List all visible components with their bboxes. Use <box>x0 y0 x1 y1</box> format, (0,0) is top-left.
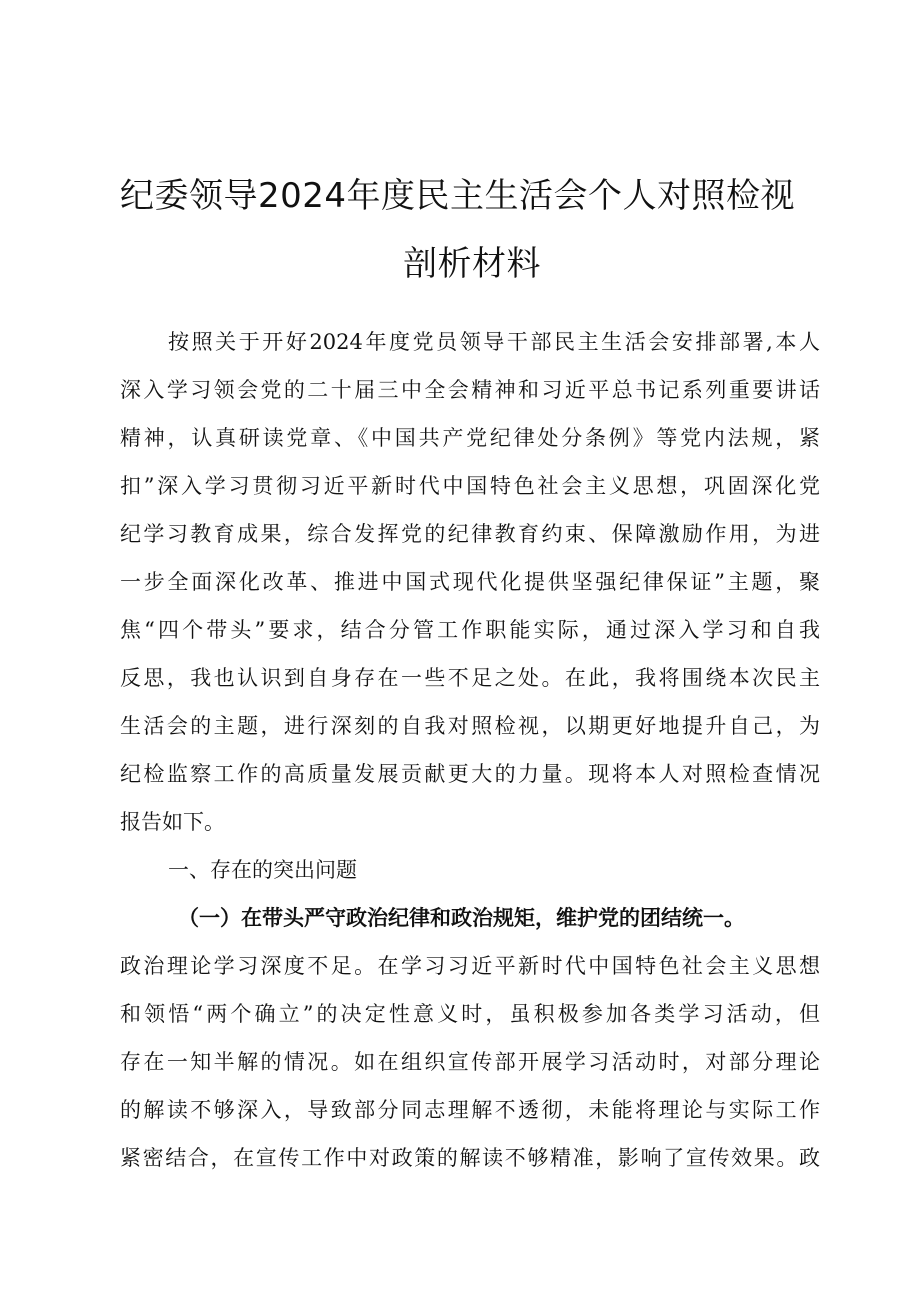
intro-line: 一步全面深化改革、推进中国式现代化提供坚强纪律保证”主题，聚 <box>120 570 820 594</box>
body-line: 紧密结合，在宣传工作中对政策的解读不够精准，影响了宣传效果。政 <box>120 1146 820 1170</box>
body-line: 存在一知半解的情况。如在组织宣传部开展学习活动时，对部分理论 <box>120 1050 820 1074</box>
intro-line: 深入学习领会党的二十届三中全会精神和习近平总书记系列重要讲话 <box>120 378 820 402</box>
intro-line: 精神，认真研读党章、《中国共产党纪律处分条例》等党内法规，紧 <box>120 426 820 450</box>
intro-line: 反思，我也认识到自身存在一些不足之处。在此，我将围绕本次民主 <box>120 666 820 690</box>
body-line: 和领悟“两个确立”的决定性意义时，虽积极参加各类学习活动，但 <box>120 1002 820 1026</box>
intro-line: 扣”深入学习贯彻习近平新时代中国特色社会主义思想，巩固深化党 <box>120 474 820 498</box>
intro-line: 生活会的主题，进行深刻的自我对照检视，以期更好地提升自己，为 <box>120 714 820 738</box>
body-line: 政治理论学习深度不足。在学习习近平新时代中国特色社会主义思想 <box>120 954 820 978</box>
subsection-heading: （一）在带头严守政治纪律和政治规矩，维护党的团结统一。 <box>178 905 745 930</box>
body-line: 的解读不够深入，导致部分同志理解不透彻，未能将理论与实际工作 <box>120 1098 820 1122</box>
intro-line: 按照关于开好2024年度党员领导干部民主生活会安排部署,本人 <box>168 330 820 354</box>
intro-line: 焦“四个带头”要求，结合分管工作职能实际，通过深入学习和自我 <box>120 618 820 642</box>
section-heading: 一、存在的突出问题 <box>168 858 357 882</box>
intro-line: 纪检监察工作的高质量发展贡献更大的力量。现将本人对照检查情况 <box>120 762 820 786</box>
intro-line: 报告如下。 <box>120 810 225 834</box>
intro-line: 纪学习教育成果，综合发挥党的纪律教育约束、保障激励作用，为进 <box>120 522 820 546</box>
document-title-line-2: 剖析材料 <box>403 244 541 284</box>
document-title-line-1: 纪委领导2024年度民主生活会个人对照检视 <box>120 176 796 216</box>
